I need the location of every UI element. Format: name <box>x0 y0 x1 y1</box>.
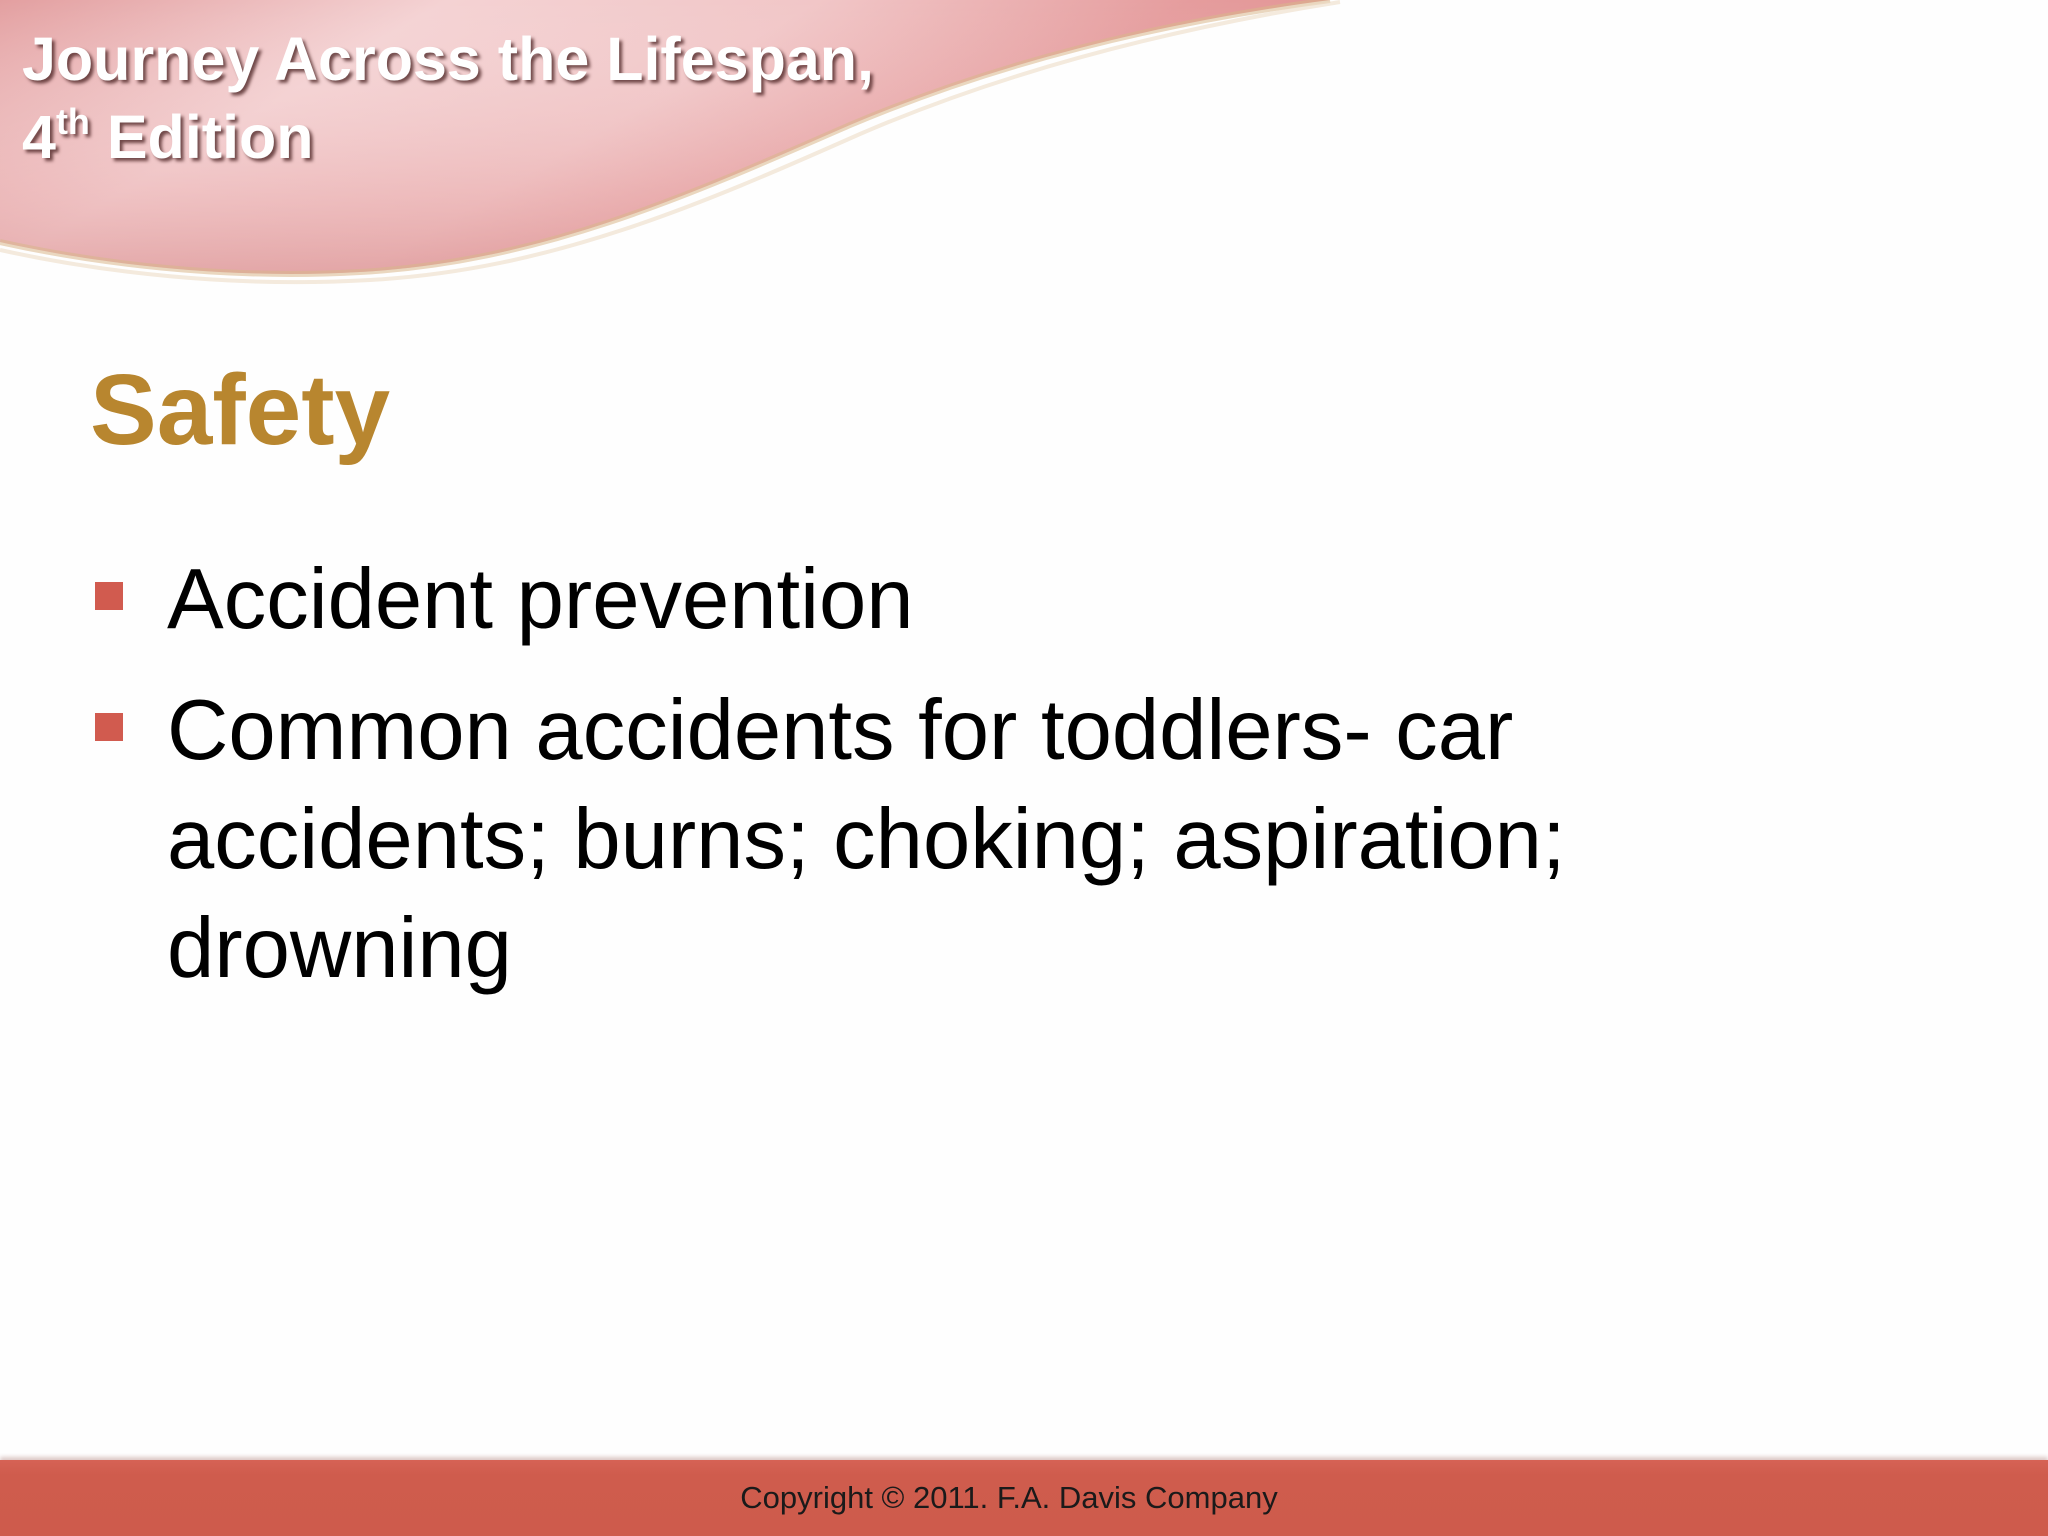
book-title-edition-label: Edition <box>89 103 314 171</box>
bullet-text: Common accidents for toddlers- car accidents; burns; choking; aspiration; drowning <box>167 683 1566 996</box>
bullet-item <box>95 545 1795 654</box>
bullet-square-icon <box>95 582 123 610</box>
bullet-square-icon <box>95 713 123 741</box>
copyright-notice: Copyright © 2011. F.A. Davis Company <box>740 1480 1278 1515</box>
book-title-edition-number: 4 <box>22 103 56 171</box>
book-title-line1: Journey Across the Lifespan, <box>22 25 874 93</box>
bullet-list <box>95 545 1795 1025</box>
book-title-edition-superscript: th <box>55 101 90 142</box>
bullet-item <box>95 676 1795 1003</box>
bullet-text: Accident prevention <box>167 552 914 647</box>
slide-title: Safety <box>90 354 391 466</box>
book-title <box>22 20 874 176</box>
